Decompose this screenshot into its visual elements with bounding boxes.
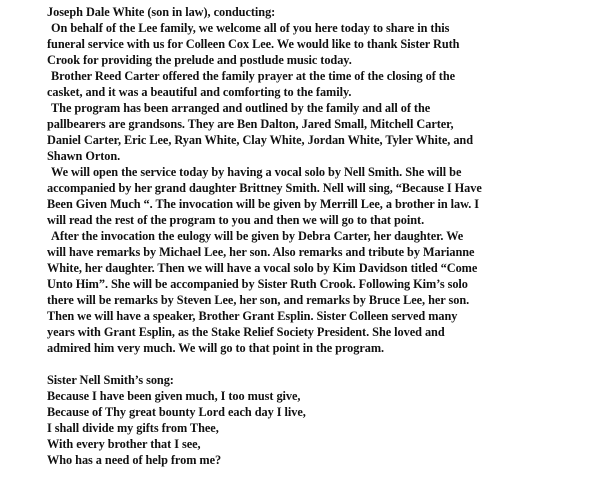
paragraph-line: Shawn Orton. <box>47 149 121 163</box>
paragraph-line: Brother Reed Carter offered the family prayer at the time of the closing of the <box>51 69 456 83</box>
paragraph-line: After the invocation the eulogy will be given by Debra Carter, her daughter. We <box>51 229 464 243</box>
paragraph-line: Then we will have a speaker, Brother Grant Esplin. Sister Colleen served many <box>47 309 458 323</box>
paragraph-line: pallbearers are grandsons. They are Ben Dalton, Jared Small, Mitchell Carter, <box>47 117 454 131</box>
paragraph-line: casket, and it was a beautiful and comforting to the family. <box>47 85 352 99</box>
paragraph-line: will have remarks by Michael Lee, her son. Also remarks and tribute by Marianne <box>47 245 475 259</box>
paragraph-line: will read the rest of the program to you and then we will go to that point. <box>47 213 425 227</box>
paragraph-line: funeral service with us for Colleen Cox Lee. We would like to thank Sister Ruth <box>47 37 460 51</box>
paragraph-line: On behalf of the Lee family, we welcome all of you here today to share in this <box>51 21 450 35</box>
paragraph-line: The program has been arranged and outlined by the family and all of the <box>51 101 431 115</box>
song-line: Who has a need of help from me? <box>47 453 222 467</box>
paragraph-line: Unto Him”. She will be accompanied by Sister Ruth Crook. Following Kim’s solo <box>47 277 468 291</box>
paragraph-line: accompanied by her grand daughter Brittney Smith. Nell will sing, “Because I Have <box>47 181 482 195</box>
paragraph-line: We will open the service today by having a vocal solo by Nell Smith. She will be <box>51 165 462 179</box>
song-line: Because I have been given much, I too must give, <box>47 389 301 403</box>
song-heading: Sister Nell Smith’s song: <box>47 373 174 387</box>
paragraph-line: there will be remarks by Steven Lee, her son, and remarks by Bruce Lee, her son. <box>47 293 470 307</box>
paragraph-line: years with Grant Esplin, as the Stake Relief Society President. She loved and <box>47 325 445 339</box>
song-line: I shall divide my gifts from Thee, <box>47 421 219 435</box>
paragraph-line: Daniel Carter, Eric Lee, Ryan White, Clay White, Jordan White, Tyler White, and <box>47 133 474 147</box>
paragraph-line: White, her daughter. Then we will have a vocal solo by Kim Davidson titled “Come <box>47 261 478 275</box>
paragraph-line: admired him very much. We will go to that point in the program. <box>47 341 385 355</box>
paragraph-line: Crook for providing the prelude and postlude music today. <box>47 53 352 67</box>
song-line: With every brother that I see, <box>47 437 201 451</box>
paragraph-line: Been Given Much “. The invocation will be given by Merrill Lee, a brother in law. I <box>47 197 480 211</box>
song-line: Because of Thy great bounty Lord each day I live, <box>47 405 306 419</box>
heading-conducting: Joseph Dale White (son in law), conducting: <box>47 5 276 19</box>
